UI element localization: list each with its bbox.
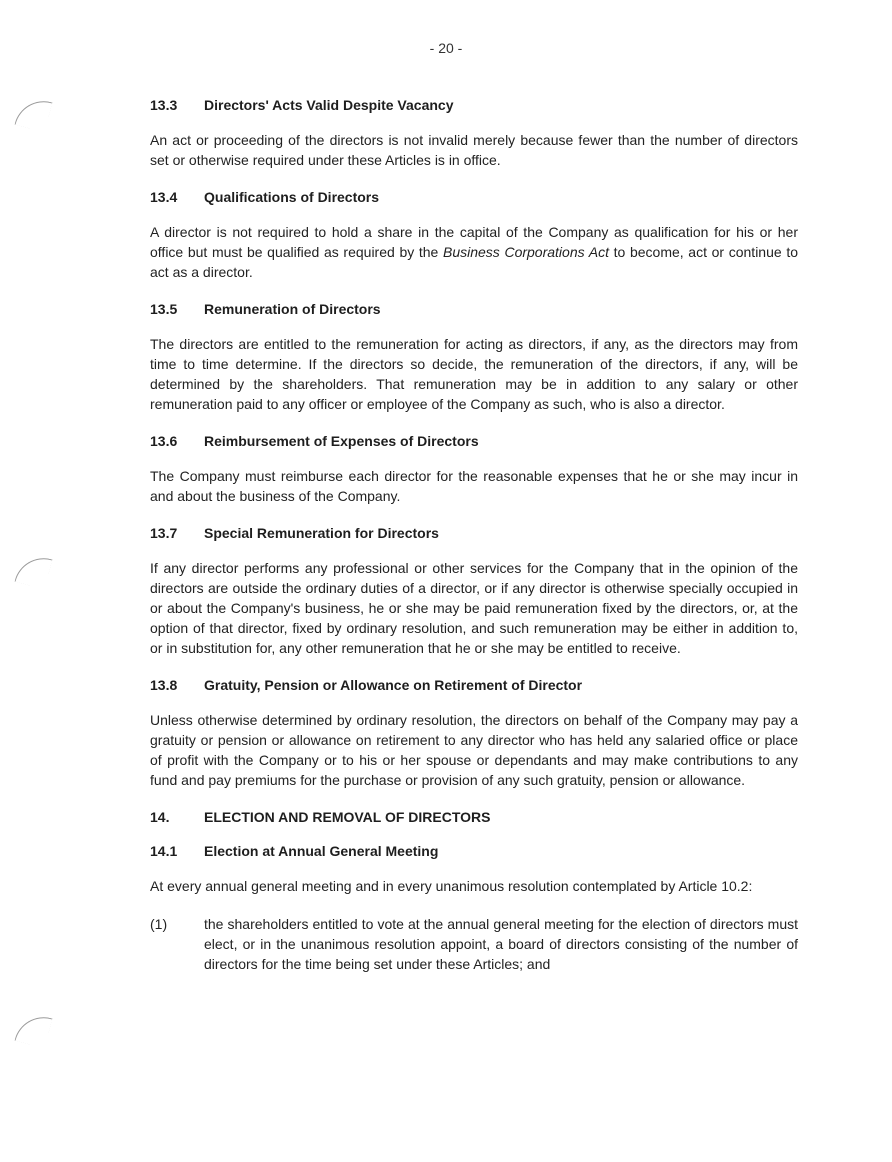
section-number: 13.6 (150, 433, 178, 449)
section-number: 13.3 (150, 97, 178, 113)
document-body (150, 96, 798, 974)
part-heading (150, 808, 798, 826)
section-number: 13.4 (150, 189, 178, 205)
part-title: ELECTION AND REMOVAL OF DIRECTORS (204, 809, 491, 825)
section-intro: At every annual general meeting and in every unanimous resolution contemplated by Article 10.2: (150, 878, 753, 894)
section-heading (150, 842, 798, 860)
punch-hole-mark (15, 1011, 53, 1049)
section-heading (150, 300, 798, 318)
section-text: If any director performs any professional or other services for the Company that in the opinion of the directors are outside the ordinary duties of a director, or if any director is otherwise specially occupied in or about the Company's business, he or she may be paid remuneration fixed by the directors, or, at the option of that director, fixed by ordinary resolution, and such remuneration may be either in addition to, or in substitution for, any other remuneration that he or she may be entitled to receive. (150, 560, 798, 656)
section-title: Special Remuneration for Directors (204, 525, 439, 541)
section-text: An act or proceeding of the directors is not invalid merely because fewer than the number of directors set or otherwise required under these Articles is in office. (150, 132, 798, 168)
section-title: Directors' Acts Valid Despite Vacancy (204, 97, 454, 113)
list-item-text: the shareholders entitled to vote at the annual general meeting for the election of directors must elect, or in the unanimous resolution appoint, a board of directors consisting of the number of directors for the time being set under these Articles; and (204, 916, 798, 972)
section-number: 13.8 (150, 677, 178, 693)
section-title: Qualifications of Directors (204, 189, 380, 205)
list-item-number: (1) (150, 916, 168, 932)
section-text: The directors are entitled to the remuneration for acting as directors, if any, as the directors may from time to time determine. If the directors so decide, the remuneration of the directors, if any, will be determined by the shareholders. That remuneration may be in addition to any salary or other remuneration paid to any officer or employee of the Company as such, who is also a director. (150, 336, 798, 412)
section-title: Reimbursement of Expenses of Directors (204, 433, 479, 449)
page-number: - 20 - (429, 40, 463, 56)
section-heading (150, 676, 798, 694)
section-number: 14.1 (150, 843, 178, 859)
punch-hole-mark (15, 95, 53, 133)
section-number: 13.7 (150, 525, 178, 541)
section-text: Unless otherwise determined by ordinary resolution, the directors on behalf of the Company may pay a gratuity or pension or allowance on retirement to any director who has held any salaried office or place of profit with the Company or to his or her spouse or dependants and may make contributions to any fund and pay premiums for the purchase or provision of any such gratuity, pension or allowance. (150, 712, 798, 788)
section-text: The Company must reimburse each director for the reasonable expenses that he or she may incur in and about the business of the Company. (150, 468, 798, 504)
section-title: Gratuity, Pension or Allowance on Retirement of Director (204, 677, 583, 693)
section-title: Election at Annual General Meeting (204, 843, 439, 859)
list-item (150, 914, 798, 974)
text-segment: to become, act or continue to act as a director. (150, 244, 798, 280)
section-heading (150, 524, 798, 542)
section-text (150, 222, 798, 282)
act-name: Business Corporations Act (443, 244, 609, 260)
part-number: 14. (150, 809, 170, 825)
section-number: 13.5 (150, 301, 178, 317)
section-heading (150, 96, 798, 114)
section-heading (150, 432, 798, 450)
section-heading (150, 188, 798, 206)
text-segment: A director is not required to hold a share in the capital of the Company as qualification for his or her office but must be qualified as required by the (150, 224, 798, 260)
punch-hole-mark (15, 552, 53, 590)
section-title: Remuneration of Directors (204, 301, 381, 317)
